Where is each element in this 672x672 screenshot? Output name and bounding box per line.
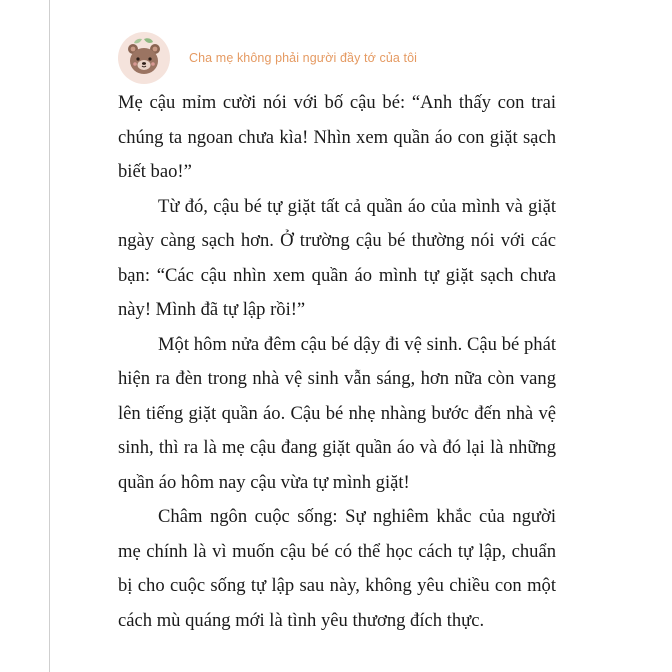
paragraph: Mẹ cậu mỉm cười nói với bố cậu bé: “Anh thấy con trai chúng ta ngoan chưa kìa! Nhìn xem quần áo con giặt sạch biết bao!” xyxy=(118,92,556,182)
paragraph: Từ đó, cậu bé tự giặt tất cả quần áo của mình và giặt ngày càng sạch hơn. Ở trường cậu bé thường nói với các bạn: “Các cậu nhìn xem quần áo mình tự giặt sạch chưa này! Mình đã tự lập rồi!” xyxy=(118,195,556,320)
running-title: Cha mẹ không phải người đầy tớ của tôi xyxy=(189,51,417,65)
page-header xyxy=(118,32,417,84)
page-gutter-line xyxy=(49,0,50,672)
paragraph: Một hôm nửa đêm cậu bé dậy đi vệ sinh. Cậu bé phát hiện ra đèn trong nhà vệ sinh vẫn sáng, hơn nữa còn vang lên tiếng giặt quần áo. Cậu bé nhẹ nhàng bước đến nhà vệ sinh, thì ra là mẹ cậu đang giặt quần áo và đó lại là những quần áo hôm nay cậu vừa tự mình giặt! xyxy=(118,333,556,493)
bear-face-icon xyxy=(118,32,170,84)
body-text xyxy=(118,86,556,638)
paragraph: Châm ngôn cuộc sống: Sự nghiêm khắc của người mẹ chính là vì muốn cậu bé có thể học cách tự lập, chuẩn bị cho cuộc sống tự lập sau này, không yêu chiều con một cách mù quáng mới là tình yêu thương đích thực. xyxy=(118,506,556,631)
